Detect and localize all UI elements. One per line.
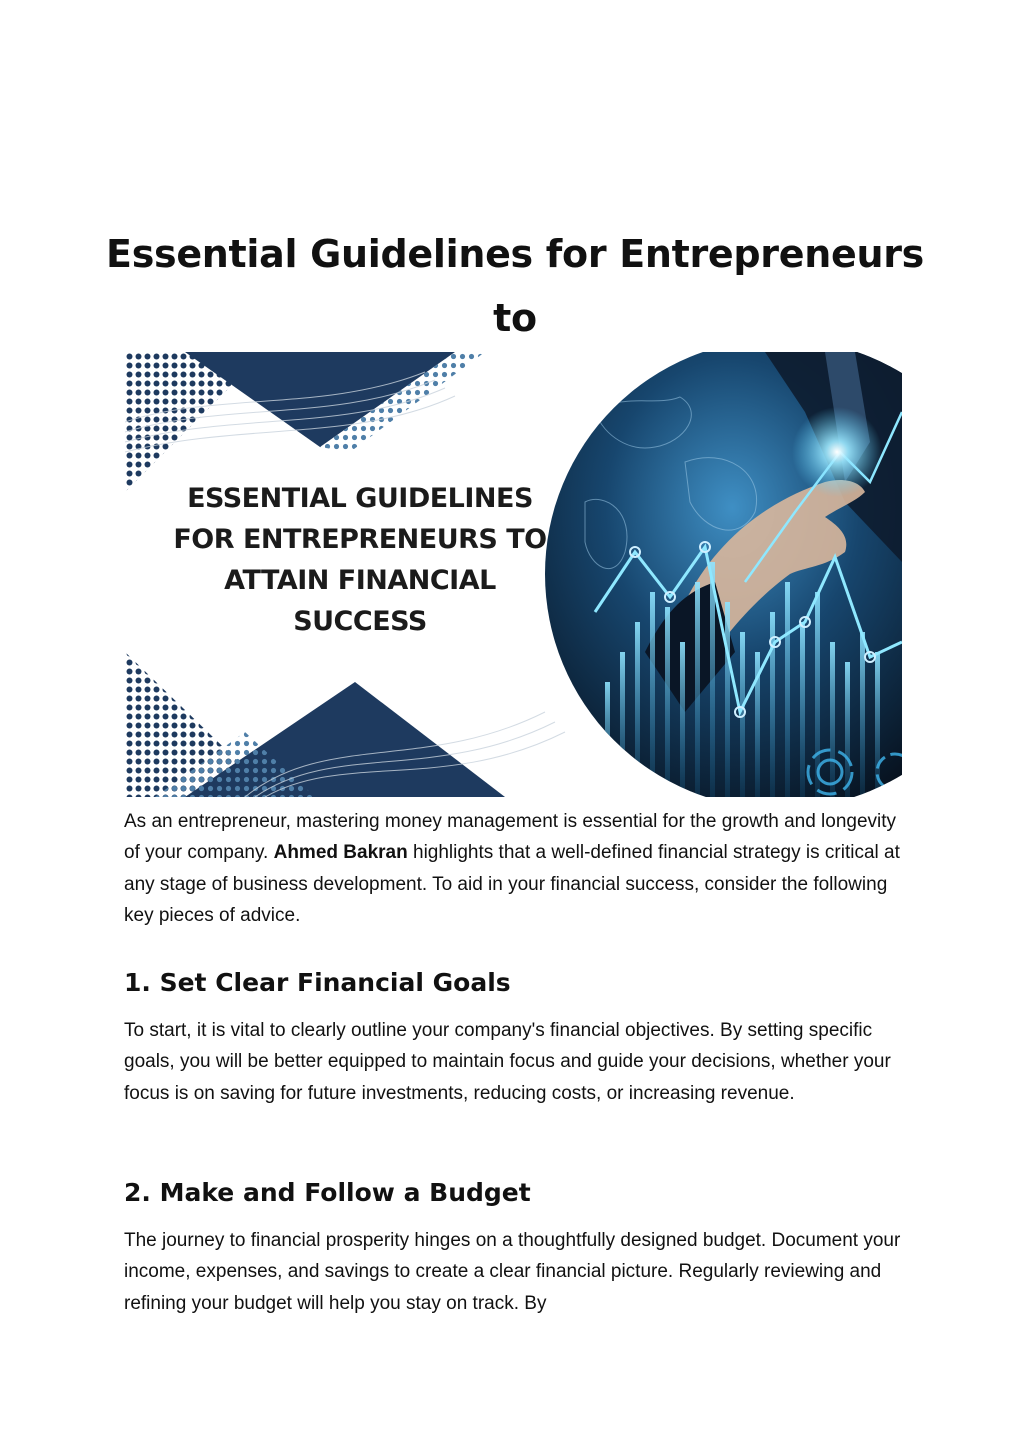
- light-flare: [792, 407, 882, 497]
- banner-line: FOR ENTREPRENEURS TO: [173, 524, 547, 555]
- banner-line: ATTAIN FINANCIAL: [224, 565, 496, 596]
- intro-paragraph: [124, 806, 914, 931]
- section-paragraph: The journey to financial prosperity hinges on a thoughtfully designed budget. Document your income, expenses, and savings to create a clear financial picture. Regularly reviewing and refining your budget will help you stay on track. By: [124, 1230, 901, 1314]
- hero-banner-text: [137, 478, 583, 642]
- section-heading: 2. Make and Follow a Budget: [124, 1178, 531, 1207]
- section-paragraph: To start, it is vital to clearly outline your company's financial objectives. By setting specific goals, you will be better equipped to maintain focus and guide your decisions, whether your focus is on saving for future investments, reducing costs, or increasing revenue.: [124, 1020, 891, 1104]
- intro-text-end: highlights that a well-defined financial strategy is critical at any stage of business development. To aid in your financial success, consider the following key pieces of advice.: [124, 842, 900, 926]
- author-name: Ahmed Bakran: [273, 842, 408, 864]
- hero-image: [125, 352, 902, 797]
- section-heading: 1. Set Clear Financial Goals: [124, 968, 511, 997]
- banner-line: SUCCESS: [293, 606, 427, 637]
- title-line-1: Essential Guidelines for Entrepreneurs to: [106, 232, 924, 340]
- banner-line: ESSENTIAL GUIDELINES: [187, 483, 533, 514]
- intro-text-start: As an entrepreneur, mastering money management is essential for the growth and longevity of your company.: [124, 811, 897, 864]
